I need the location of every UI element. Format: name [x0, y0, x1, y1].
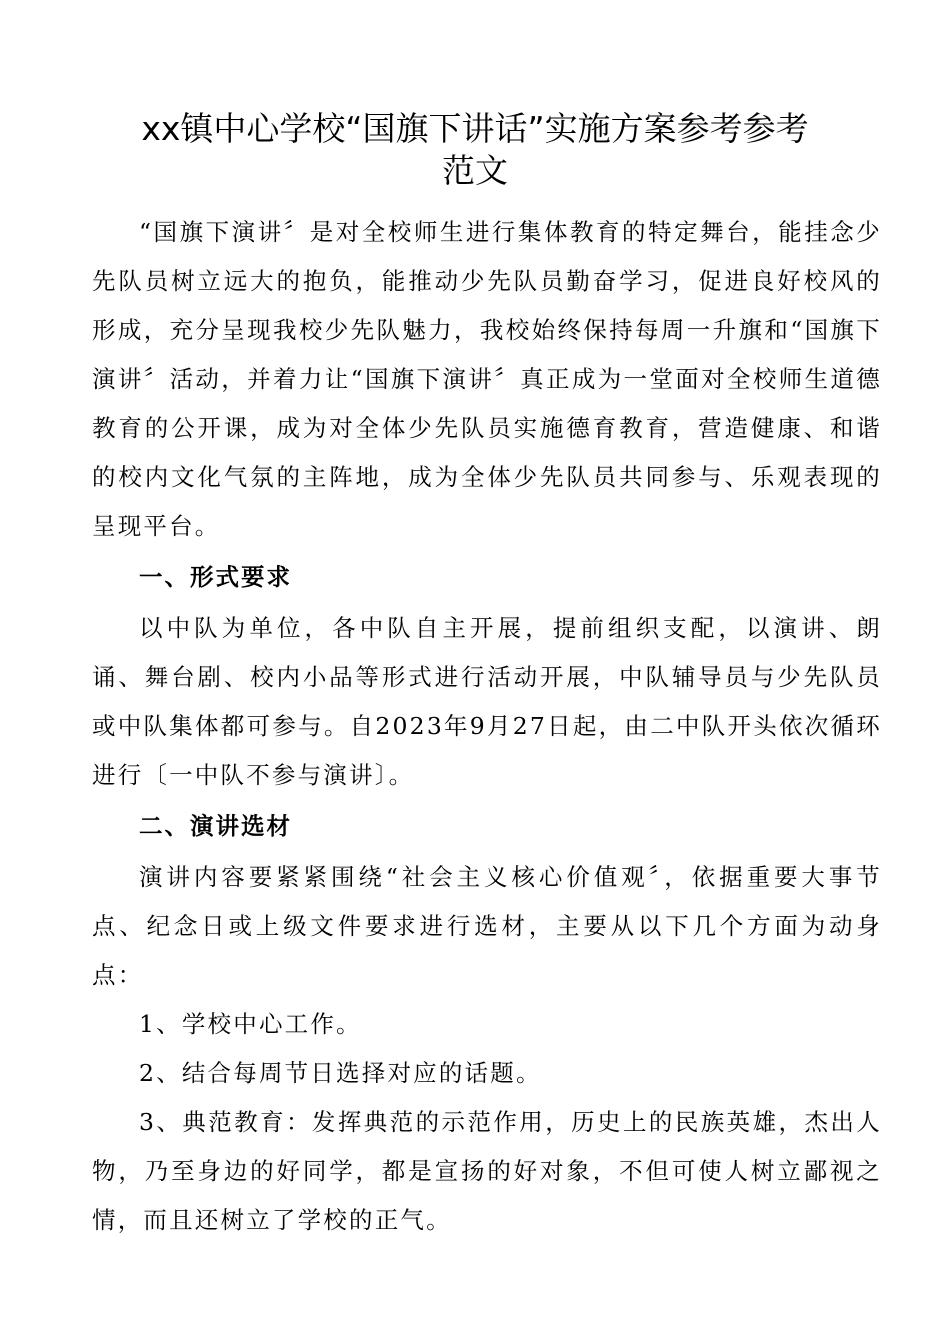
title-line-1: xx镇中心学校“国旗下讲话”实施方案参考参考	[141, 109, 809, 148]
section-2-heading: 二、演讲选材	[139, 812, 292, 840]
list-item: 3、典范教育：发挥典范的示范作用，历史上的民族英雄，杰出人物，乃至身边的好同学，都是宣扬的好对象，不但可使人树立鄙视之情，而且还树立了学校的正气。	[92, 1108, 882, 1234]
intro-paragraph: “国旗下演讲〞是对全校师生进行集体教育的特定舞台，能挂念少先队员树立远大的抱负，能推动少先队员勤奋学习，促进良好校风的形成，充分呈现我校少先队魅力，我校始终保持每周一升旗和“国旗下演讲〞活动，并着力让“国旗下演讲〞真正成为一堂面对全校师生道德教育的公开课，成为对全体少先队员实施德育教育，营造健康、和谐的校内文化气氛的主阵地，成为全体少先队员共同参与、乐观表现的呈现平台。	[92, 218, 882, 540]
section-1-heading: 一、形式要求	[139, 563, 292, 591]
list-item: 1、学校中心工作。	[139, 1010, 362, 1038]
document-title	[80, 108, 870, 192]
section-1-paragraph: 以中队为单位，各中队自主开展，提前组织支配，以演讲、朗诵、舞台剧、校内小品等形式进行活动开展，中队辅导员与少先队员或中队集体都可参与。自2023年9月27日起，由二中队开头依次循环进行〔一中队不参与演讲〕。	[92, 614, 882, 789]
section-2-paragraph: 演讲内容要紧紧围绕“社会主义核心价值观〞，依据重要大事节点、纪念日或上级文件要求进行选材，主要从以下几个方面为动身点：	[92, 863, 882, 989]
title-line-2: 范文	[442, 151, 508, 190]
list-item: 2、结合每周节日选择对应的话题。	[139, 1059, 542, 1087]
document-body	[92, 208, 882, 1245]
